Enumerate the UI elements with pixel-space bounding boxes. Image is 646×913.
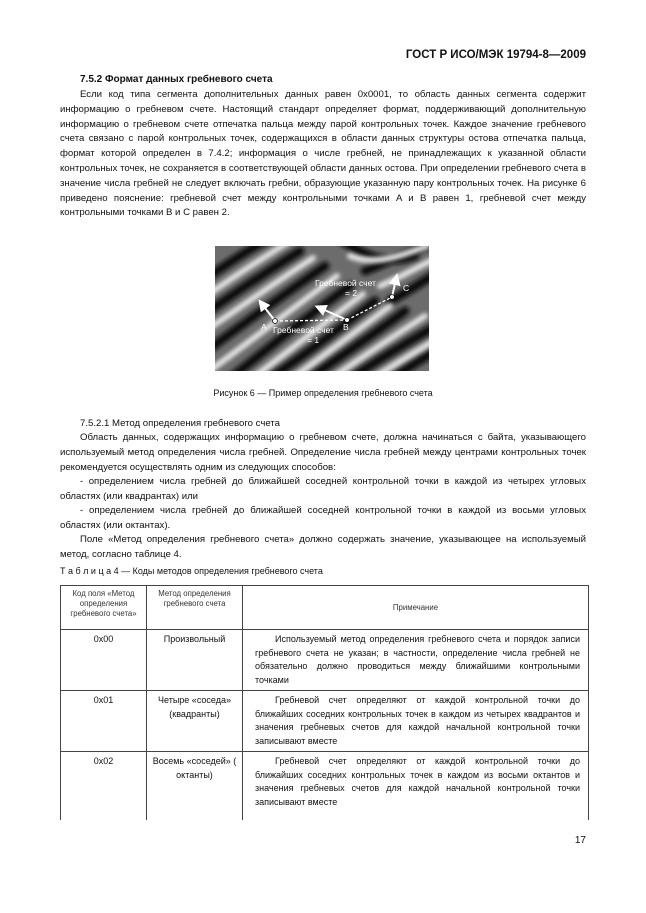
cell-method: Восемь «соседей» ( октанты) bbox=[147, 752, 243, 820]
paragraph-intro: Если код типа сегмента дополнительных данных равен 0x0001, то область данных сегмента содержит информацию о гребневом счете. Настоящий стандарт определяет формат, поддерживающий дополнительную информацию о гребневом счете отпечатка пальца между парой контрольных точек. Каждое значение гребневого счета связано с парой контрольных точек, содержащихся в области данных структуры остова отпечатка пальца, формат которой определен в 7.4.2; информация о числе гребней, не принадлежащих к указанной области контрольных точек, не сохраняется в соответствующей области данных остова. При определении гребневого счета в значение числа гребней не следует включать гребни, образующие указанную пару контрольных точек. На рисунке 6 приведено пояснение: гребневой счет между контрольными точками A и B равен 1, гребневой счет между контрольными точками B и C равен 2. bbox=[60, 89, 586, 219]
point-b-label: B bbox=[343, 322, 349, 332]
table-caption: Т а б л и ц а 4 — Коды методов определения гребневого счета bbox=[60, 566, 323, 576]
ridge-count-bc-label: Гребневой счет bbox=[315, 278, 376, 288]
table-row bbox=[61, 752, 589, 820]
point-c-label: C bbox=[403, 283, 410, 293]
fingerprint-ridge-image bbox=[215, 246, 429, 371]
cell-code: 0x00 bbox=[61, 630, 147, 691]
table-header-method: Метод определения гребневого счета bbox=[147, 586, 243, 630]
section-title: 7.5.2 Формат данных гребневого счета bbox=[80, 74, 273, 85]
point-c-marker bbox=[390, 295, 395, 300]
ridge-count-ab-label: Гребневой счет bbox=[273, 325, 334, 335]
bullet-quadrants: - определением числа гребней до ближайшей соседней контрольной точки в каждой из четырех угловых областях (или квадрантах) или bbox=[60, 476, 586, 502]
table-row bbox=[61, 691, 589, 752]
cell-code: 0x02 bbox=[61, 752, 147, 820]
fingerprint-figure bbox=[215, 246, 429, 371]
table-row bbox=[61, 630, 589, 691]
point-a-label: A bbox=[261, 322, 267, 332]
ridge-count-bc-value: = 2 bbox=[345, 288, 358, 298]
paragraph-method: Область данных, содержащих информацию о гребневом счете, должна начинаться с байта, указывающего используемый метод определения числа гребней. Определение числа гребней между центрами контрольных точек рекомендуется осуществлять одним из следующих способов: bbox=[60, 432, 586, 473]
cell-note: Гребневой счет определяют от каждой контрольной точки до ближайших соседних контрольных точек в каждом из четырех квадрантов и значения гребневых счетов для каждой начальной контрольной точки записывают вместе bbox=[243, 691, 589, 752]
page-number: 17 bbox=[574, 835, 586, 846]
bullet-octants: - определением числа гребней до ближайшей соседней контрольной точки в каждой из восьми угловых областях (или октантах). bbox=[60, 505, 586, 531]
cell-note: Используемый метод определения гребневого счета и порядок записи гребневого счета не указан; в частности, определение числа гребней не обязательно должно проводиться между ближайшими контрольными точками bbox=[243, 630, 589, 691]
figure-caption: Рисунок 6 — Пример определения гребневого счета bbox=[213, 388, 433, 398]
subsection-title: 7.5.2.1 Метод определения гребневого счета bbox=[80, 418, 280, 429]
cell-code: 0x01 bbox=[61, 691, 147, 752]
cell-method: Произвольный bbox=[147, 630, 243, 691]
cell-note: Гребневой счет определяют от каждой контрольной точки до ближайших соседних контрольных точек в каждом из восьми октантов и значения гребневых счетов для каждой начальной контрольной точки записывают вместе bbox=[243, 752, 589, 820]
ridge-count-methods-table bbox=[60, 585, 589, 820]
table-header-note: Примечание bbox=[243, 586, 589, 630]
paragraph-field: Поле «Метод определения гребневого счета» должно содержать значение, указывающее на используемый метод, согласно таблице 4. bbox=[60, 534, 586, 560]
point-a-marker bbox=[273, 319, 278, 324]
cell-method: Четыре «соседа» (квадранты) bbox=[147, 691, 243, 752]
table-header-code: Код поля «Метод определения гребневого счета» bbox=[61, 586, 147, 630]
document-header: ГОСТ Р ИСО/МЭК 19794-8—2009 bbox=[405, 49, 586, 61]
ridge-count-ab-value: = 1 bbox=[307, 335, 320, 345]
